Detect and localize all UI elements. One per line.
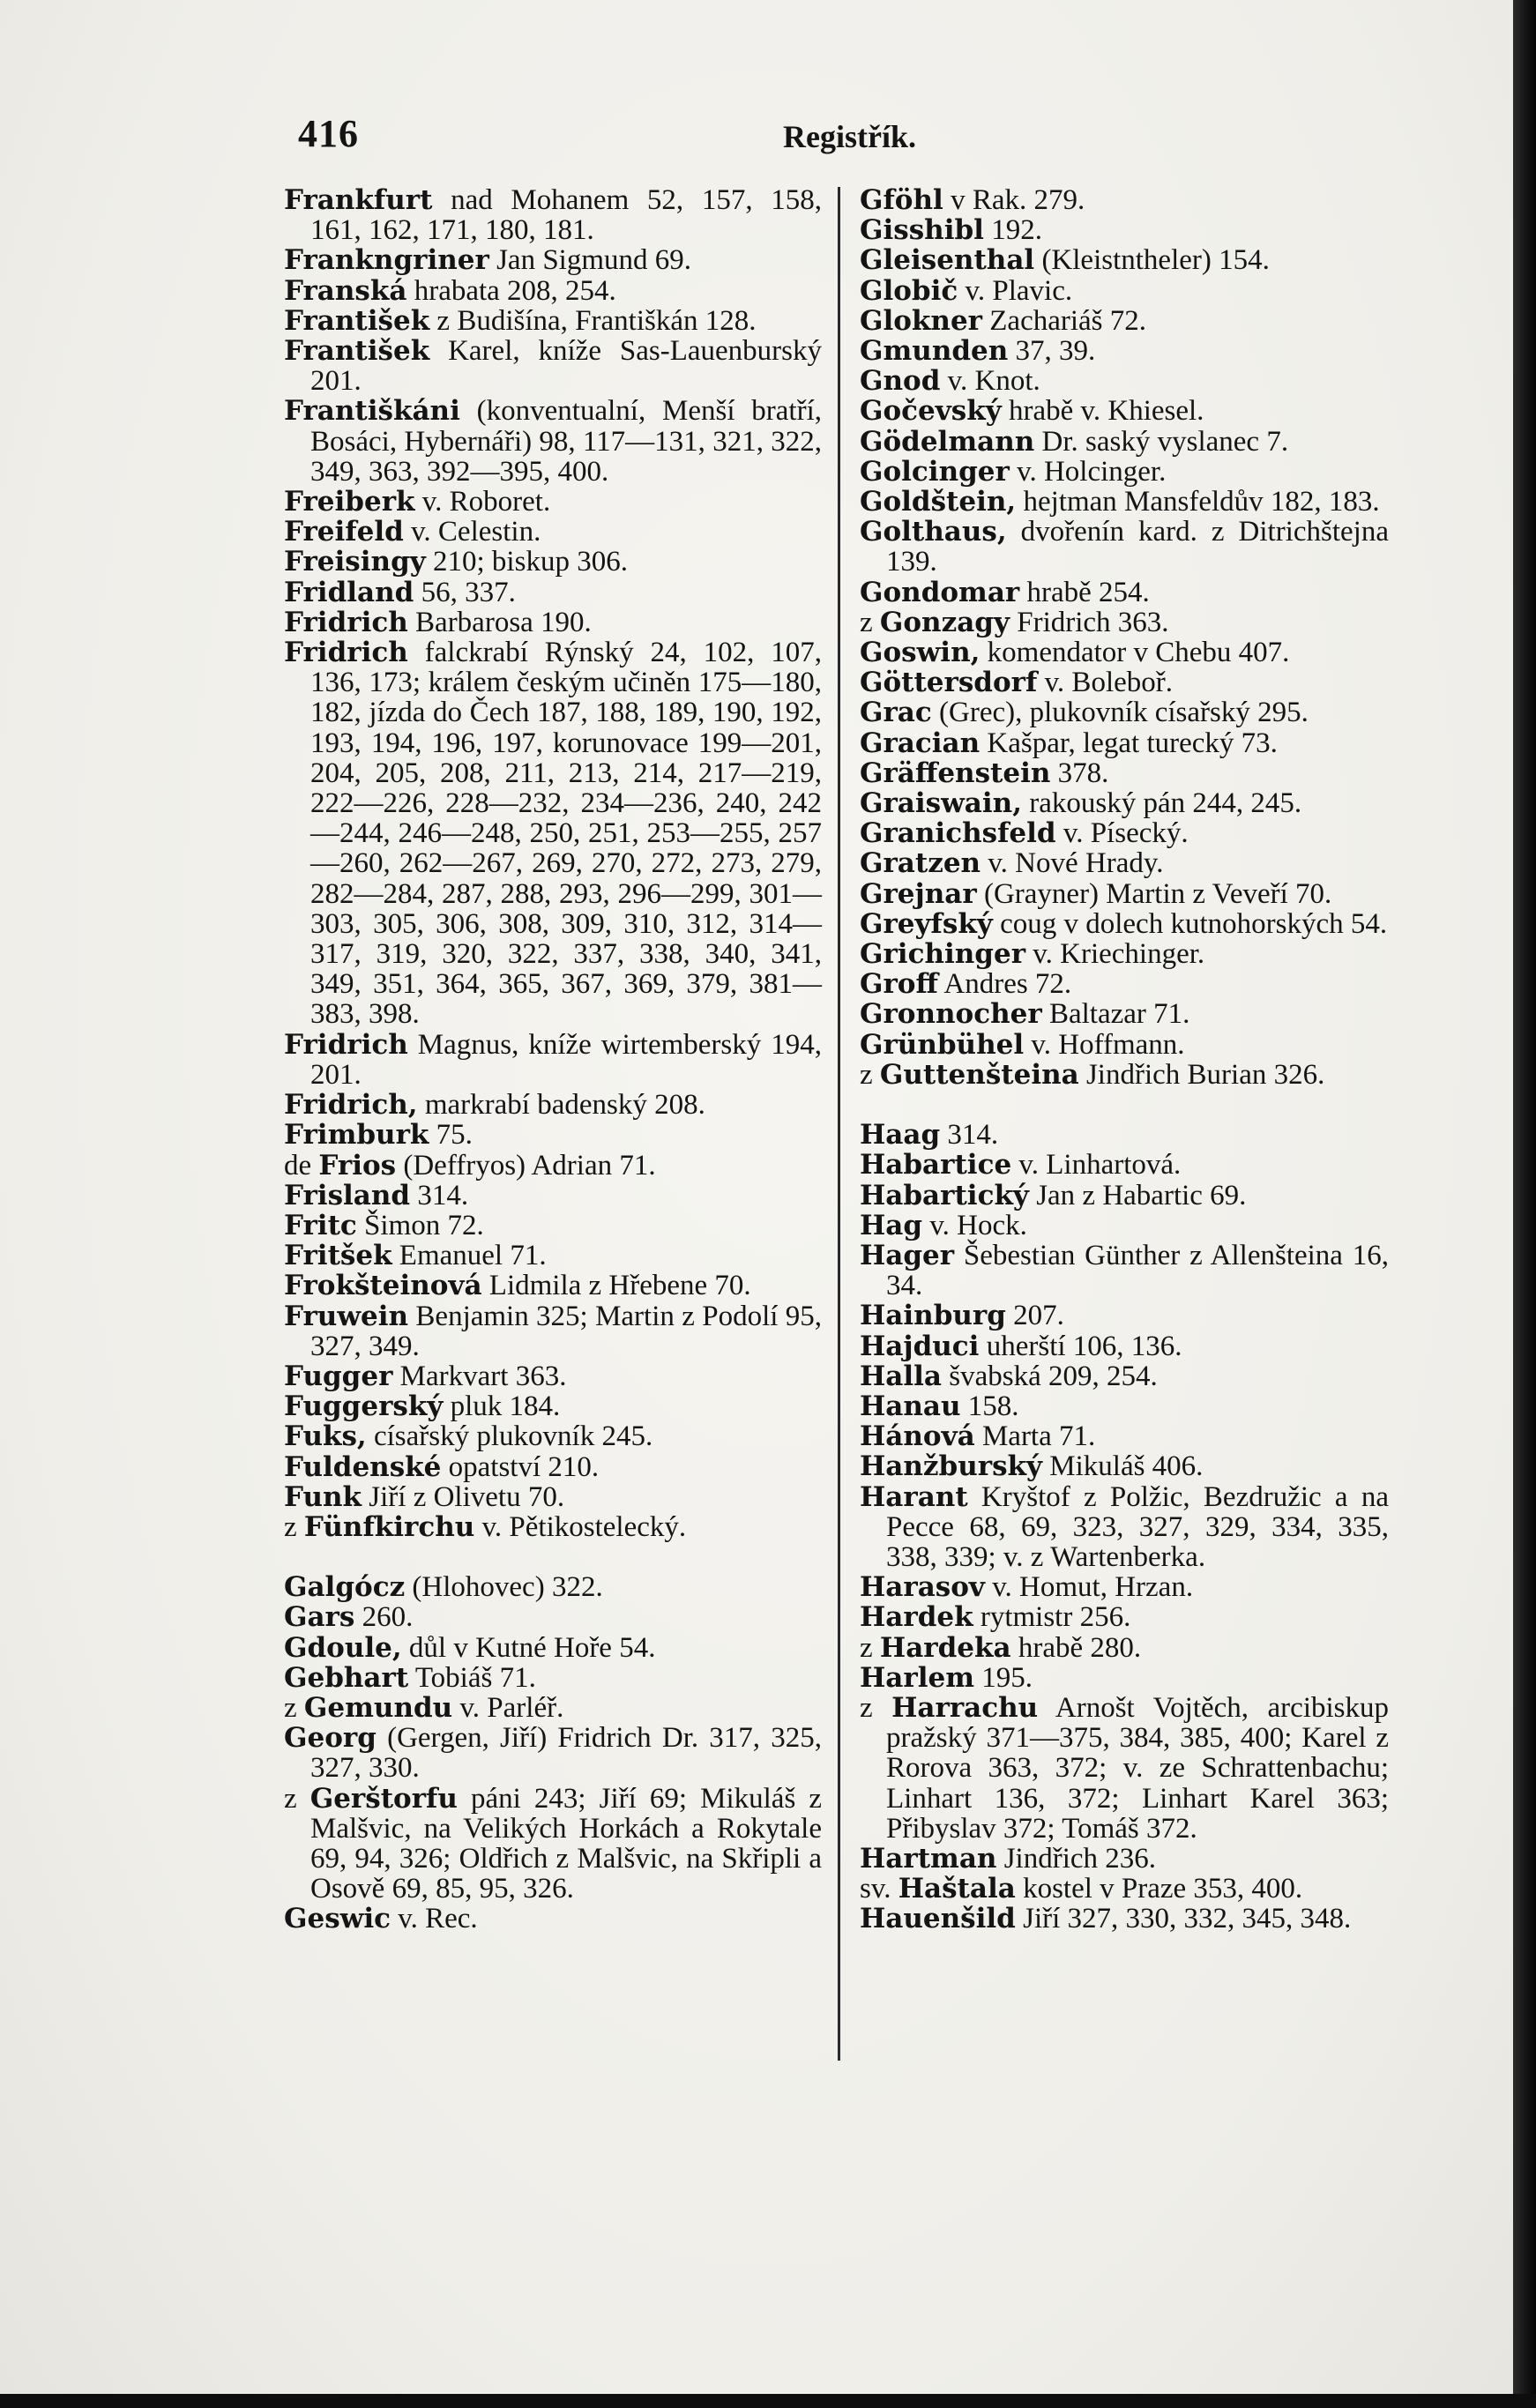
column-divider — [838, 187, 840, 2061]
entry-headword: Harant — [860, 1480, 968, 1513]
entry-prefix: z — [860, 1631, 873, 1664]
entry-references: dvořenín kard. z Ditrichštejna 139. — [886, 516, 1389, 578]
index-entry — [860, 1874, 1389, 1904]
entry-headword: Globič — [860, 274, 958, 307]
entry-references: 378. — [1057, 757, 1109, 789]
index-entry — [860, 788, 1389, 818]
entry-references: v. Linhartová. — [1018, 1149, 1182, 1182]
entry-references: Lidmila z Hřebene 70. — [488, 1270, 751, 1302]
entry-headword: Hardeka — [879, 1631, 1011, 1664]
section-gap — [284, 1542, 822, 1572]
entry-references: Barbarosa 190. — [415, 606, 592, 638]
entry-references: Jan z Habartic 69. — [1036, 1179, 1247, 1211]
page-bottom-edge — [0, 2394, 1536, 2408]
index-entry — [284, 306, 822, 336]
index-entry — [284, 1512, 822, 1542]
index-entry — [860, 1241, 1389, 1301]
index-entry — [860, 667, 1389, 697]
index-entry — [284, 1181, 822, 1211]
entry-headword: Fridland — [284, 576, 414, 608]
entry-references: rakouský pán 244, 245. — [1029, 787, 1302, 820]
entry-references: páni 243; Jiří 69; Mikuláš z Malšvic, na Velikých Horkách a Rokytale 69, 94, 326; Oldřich z Malšvic, na Skřipli a Osově 69, 85, 95, 326. — [310, 1782, 823, 1905]
entry-references: pluk 184. — [450, 1390, 561, 1423]
entry-headword: Galgócz — [284, 1571, 406, 1604]
entry-references: 75. — [436, 1119, 473, 1152]
entry-headword: Gmunden — [860, 335, 1009, 368]
index-entry — [860, 276, 1389, 306]
entry-headword: Gleisenthal — [860, 244, 1035, 277]
index-entry — [284, 1693, 822, 1723]
entry-headword: Gerštorfu — [309, 1782, 458, 1815]
entry-references: kostel v Praze 353, 400. — [1023, 1873, 1303, 1905]
entry-references: v. Boleboř. — [1044, 667, 1174, 699]
entry-references: 158. — [967, 1390, 1019, 1422]
index-entry — [284, 1784, 822, 1905]
entry-headword: Geswic — [284, 1903, 391, 1935]
index-entry — [284, 487, 822, 517]
index-entry — [284, 276, 822, 306]
index-entry — [284, 608, 822, 637]
index-entry — [860, 306, 1389, 336]
entry-headword: Gracian — [860, 727, 981, 759]
index-entry — [860, 939, 1389, 969]
page-edge-shadow — [1513, 0, 1536, 2408]
entry-references: Tobiáš 71. — [414, 1661, 536, 1694]
entry-prefix: z — [284, 1782, 297, 1815]
entry-references: 37, 39. — [1015, 335, 1096, 368]
index-entry — [860, 1633, 1389, 1663]
index-entry — [284, 547, 822, 577]
entry-headword: Goswin, — [860, 637, 981, 669]
index-entry — [284, 1391, 822, 1421]
entry-headword: Habartický — [860, 1179, 1029, 1211]
entry-headword: Fuldenské — [284, 1450, 442, 1483]
index-entry — [284, 1090, 822, 1120]
index-entry — [860, 848, 1389, 878]
entry-headword: Frankfurt — [284, 184, 433, 216]
entry-headword: Fritšek — [284, 1240, 392, 1272]
entry-headword: Habartice — [860, 1149, 1012, 1182]
entry-headword: Gondomar — [860, 576, 1020, 608]
entry-references: z Budišína, Františkán 128. — [436, 304, 757, 337]
entry-prefix: sv. — [860, 1873, 891, 1905]
entry-headword: Graiswain, — [860, 787, 1023, 820]
entry-references: Fridrich 363. — [1017, 606, 1169, 638]
entry-headword: Freiberk — [284, 486, 415, 518]
entry-prefix: z — [860, 1691, 873, 1724]
entry-headword: Gočevský — [860, 395, 1002, 428]
index-entry — [860, 909, 1389, 939]
index-entry — [860, 1301, 1389, 1331]
index-entry — [860, 728, 1389, 758]
index-column-left — [284, 185, 822, 1935]
index-entry — [284, 1151, 822, 1181]
index-entry — [860, 1572, 1389, 1602]
entry-headword: Hanau — [860, 1390, 961, 1422]
entry-headword: Grejnar — [860, 877, 977, 910]
entry-headword: Fugger — [284, 1360, 393, 1392]
entry-prefix: de — [284, 1149, 312, 1182]
entry-references: Emanuel 71. — [399, 1240, 547, 1272]
entry-references: 56, 337. — [421, 576, 516, 608]
entry-headword: Frisland — [284, 1179, 411, 1211]
entry-headword: Haag — [860, 1119, 941, 1152]
index-entry — [860, 1120, 1389, 1150]
entry-references: v. Nové Hrady. — [988, 847, 1164, 880]
entry-headword: Grac — [860, 697, 932, 729]
index-entry — [284, 517, 822, 547]
entry-headword: Františkáni — [284, 395, 460, 428]
entry-references: v. Hoffmann. — [1031, 1028, 1185, 1061]
entry-references: v. Knot. — [947, 365, 1040, 398]
entry-references: důl v Kutné Hoře 54. — [408, 1631, 656, 1664]
entry-headword: Harrachu — [891, 1691, 1039, 1724]
entry-references: Marta 71. — [981, 1420, 1096, 1453]
index-entry — [284, 1120, 822, 1150]
entry-references: Jindřich 236. — [1003, 1842, 1157, 1875]
index-entry — [860, 1181, 1389, 1211]
entry-headword: Harlem — [860, 1661, 975, 1694]
index-entry — [860, 697, 1389, 727]
index-entry — [860, 1331, 1389, 1361]
entry-headword: Groff — [860, 968, 938, 1001]
entry-headword: Gemundu — [303, 1691, 453, 1724]
entry-headword: Hag — [860, 1209, 923, 1241]
entry-references: uherští 106, 136. — [986, 1330, 1182, 1362]
entry-references: Andres 72. — [943, 968, 1072, 1001]
entry-headword: Guttenšteina — [879, 1058, 1079, 1091]
entry-references: Jan Sigmund 69. — [496, 244, 692, 277]
entry-headword: Frimburk — [284, 1119, 429, 1152]
entry-references: falckrabí Rýnský 24, 102, 107, 136, 173; králem českým učiněn 175—180, 182, jízda do Čech 187, 188, 189, 190, 192, 193, 194, 196, 197, korunovace 199—201, 204, 205, 208, 211, 213, 214, 217—219, 222—226, 228—232, 234—236, 240, 242—244, 246—248, 250, 251, 253—255, 257—260, 262—267, 269, 270, 272, 273, 279, 282—284, 287, 288, 293, 296—299, 301—303, 305, 306, 308, 309, 310, 312, 314—317, 319, 320, 322, 337, 338, 340, 341, 349, 351, 364, 365, 367, 369, 379, 381—383, 398. — [310, 637, 823, 1031]
entry-references: 314. — [417, 1179, 469, 1211]
entry-headword: Glokner — [860, 304, 983, 337]
entry-headword: Gebhart — [284, 1661, 409, 1694]
entry-headword: Harasov — [860, 1571, 985, 1604]
index-entry — [860, 1904, 1389, 1934]
entry-headword: Gföhl — [860, 184, 943, 216]
entry-references: komendator v Chebu 407. — [987, 637, 1290, 669]
entry-headword: Georg — [284, 1722, 377, 1755]
entry-headword: Franská — [284, 274, 407, 307]
entry-prefix: z — [284, 1691, 297, 1724]
entry-references: rytmistr 256. — [980, 1601, 1131, 1634]
entry-references: (Grayner) Martin z Veveří 70. — [983, 877, 1332, 910]
index-column-right — [860, 185, 1389, 1935]
entry-headword: Gratzen — [860, 847, 981, 880]
index-entry — [284, 1452, 822, 1482]
entry-headword: Haštala — [898, 1873, 1016, 1905]
entry-references: Karel, kníže Sas-Lauenburský 201. — [310, 335, 822, 398]
index-entry — [284, 1482, 822, 1512]
entry-references: v Rak. 279. — [951, 184, 1085, 216]
index-entry — [284, 1602, 822, 1632]
index-entry — [860, 637, 1389, 667]
entry-references: 195. — [981, 1661, 1033, 1694]
index-entry — [284, 1723, 822, 1783]
index-entry — [860, 1361, 1389, 1391]
entry-references: Kašpar, legat turecký 73. — [987, 727, 1278, 759]
index-entry — [860, 336, 1389, 366]
entry-headword: Frios — [318, 1149, 397, 1182]
entry-headword: Grünbühel — [860, 1028, 1025, 1061]
index-entry — [860, 215, 1389, 245]
entry-references: Jindřich Burian 326. — [1085, 1058, 1325, 1091]
index-entry — [284, 1633, 822, 1663]
index-entry — [284, 1361, 822, 1391]
entry-references: v. Plavic. — [965, 274, 1073, 307]
entry-headword: Frankngriner — [284, 244, 489, 277]
entry-headword: Fuggerský — [284, 1390, 444, 1423]
index-entry — [284, 336, 822, 396]
entry-headword: Gronnocher — [860, 998, 1042, 1031]
entry-headword: Hager — [860, 1239, 955, 1271]
entry-headword: Freifeld — [284, 516, 404, 548]
entry-references: (Kleistntheler) 154. — [1041, 244, 1270, 277]
entry-references: markrabí badenský 208. — [424, 1089, 705, 1122]
index-entry — [860, 818, 1389, 848]
section-gap — [860, 1090, 1389, 1120]
entry-references: Zachariáš 72. — [989, 304, 1147, 337]
entry-references: Šebestian Günther z Allenšteina 16, 34. — [886, 1239, 1389, 1302]
entry-references: 260. — [362, 1601, 414, 1634]
index-entry — [860, 1451, 1389, 1481]
index-entry — [860, 1211, 1389, 1241]
entry-headword: Funk — [284, 1480, 362, 1513]
entry-references: nad Mohanem 52, 157, 158, 161, 162, 171, 180, 181. — [310, 184, 822, 247]
entry-references: v. Hock. — [929, 1209, 1027, 1241]
index-entry — [860, 517, 1389, 577]
index-entry — [860, 1693, 1389, 1844]
entry-headword: Hanžburský — [860, 1450, 1043, 1483]
entry-headword: Greyfský — [860, 907, 993, 940]
index-entry — [860, 487, 1389, 517]
index-entry — [860, 1060, 1389, 1090]
entry-references: Arnošt Vojtěch, arcibiskup pražský 371—375, 384, 385, 400; Karel z Rorova 363, 372; v. ze Schrattenbachu; Linhart 136, 372; Linhart Karel 363; Přibyslav 372; Tomáš 372. — [886, 1691, 1389, 1845]
index-entry — [284, 637, 822, 1030]
entry-headword: Fünfkirchu — [303, 1510, 475, 1543]
entry-headword: Gnod — [860, 365, 941, 398]
index-entry — [284, 1211, 822, 1241]
index-entry — [860, 1030, 1389, 1060]
entry-headword: Fritc — [284, 1209, 357, 1241]
index-entry — [860, 185, 1389, 215]
entry-headword: Gisshibl — [860, 214, 984, 247]
entry-references: Dr. saský vyslanec 7. — [1041, 425, 1289, 458]
entry-references: Mikuláš 406. — [1049, 1450, 1204, 1483]
entry-references: v. Parléř. — [459, 1691, 564, 1724]
index-entry — [284, 396, 822, 487]
index-entry — [860, 457, 1389, 487]
entry-references: 314. — [947, 1119, 999, 1152]
entry-headword: Frokšteinová — [284, 1270, 482, 1302]
entry-references: (Grec), plukovník císařský 295. — [939, 697, 1309, 729]
entry-prefix: z — [860, 606, 873, 638]
index-entry — [860, 396, 1389, 426]
index-entry — [284, 1271, 822, 1301]
entry-references: 192. — [991, 214, 1042, 247]
index-entry — [860, 758, 1389, 788]
running-head: Registřík. — [783, 119, 916, 154]
entry-headword: Gdoule, — [284, 1631, 402, 1664]
index-entry — [860, 879, 1389, 909]
index-entry — [860, 366, 1389, 396]
entry-references: v. Homut, Hrzan. — [992, 1571, 1194, 1604]
index-entry — [860, 1421, 1389, 1451]
index-entry — [284, 1301, 822, 1361]
entry-headword: František — [284, 335, 430, 368]
entry-references: v. Celestin. — [411, 516, 541, 548]
entry-references: Jiří z Olivetu 70. — [369, 1480, 565, 1513]
entry-headword: Gräffenstein — [860, 757, 1051, 789]
entry-headword: Fridrich — [284, 606, 408, 638]
entry-references: (Hlohovec) 322. — [412, 1571, 603, 1604]
index-entry — [860, 1482, 1389, 1573]
entry-references: Magnus, kníže wirtemberský 194, 201. — [310, 1028, 823, 1091]
entry-headword: Hánová — [860, 1420, 975, 1453]
entry-references: švabská 209, 254. — [949, 1360, 1158, 1392]
entry-references: hejtman Mansfeldův 182, 183. — [1023, 486, 1380, 518]
entry-headword: Golcinger — [860, 455, 1010, 488]
entry-references: v. Písecký. — [1063, 817, 1189, 850]
entry-references: hrabě 254. — [1026, 576, 1150, 608]
entry-references: císařský plukovník 245. — [373, 1420, 653, 1453]
entry-headword: Golthaus, — [860, 516, 1007, 548]
entry-headword: Göttersdorf — [860, 667, 1038, 699]
entry-headword: Gonzagy — [879, 606, 1010, 638]
entry-references: Markvart 363. — [399, 1360, 567, 1392]
index-entry — [860, 245, 1389, 275]
entry-references: 207. — [1013, 1300, 1064, 1332]
entry-headword: Hartman — [860, 1842, 997, 1875]
entry-references: v. Pětikostelecký. — [481, 1510, 687, 1543]
index-entry — [284, 1663, 822, 1693]
entry-headword: Goldštein, — [860, 486, 1017, 518]
entry-references: Jiří 327, 330, 332, 345, 348. — [1023, 1903, 1352, 1935]
entry-headword: Fridrich, — [284, 1089, 418, 1122]
index-entry — [284, 1904, 822, 1934]
entry-headword: Gars — [284, 1601, 355, 1634]
entry-references: Benjamin 325; Martin z Podolí 95, 327, 349. — [310, 1300, 822, 1362]
index-entry — [860, 1391, 1389, 1421]
entry-references: 210; biskup 306. — [433, 546, 628, 578]
entry-references: (Deffryos) Adrian 71. — [403, 1149, 656, 1182]
entry-references: hrabě v. Khiesel. — [1008, 395, 1204, 428]
entry-references: v. Kriechinger. — [1033, 938, 1205, 971]
page-number: 416 — [298, 112, 359, 155]
index-entry — [860, 1844, 1389, 1874]
index-entry — [284, 245, 822, 275]
entry-headword: Fuks, — [284, 1420, 367, 1453]
entry-prefix: z — [860, 1058, 873, 1091]
entry-headword: Hauenšild — [860, 1903, 1016, 1935]
entry-references: Baltazar 71. — [1048, 998, 1190, 1031]
entry-headword: Granichsfeld — [860, 817, 1056, 850]
entry-headword: Fridrich — [284, 1028, 408, 1061]
entry-headword: Freisingy — [284, 546, 426, 578]
entry-headword: František — [284, 304, 430, 337]
entry-headword: Fruwein — [284, 1300, 409, 1332]
index-entry — [860, 969, 1389, 999]
index-entry — [284, 1572, 822, 1602]
entry-headword: Halla — [860, 1360, 943, 1392]
index-entry — [284, 1241, 822, 1271]
index-entry — [860, 1663, 1389, 1693]
index-entry — [860, 608, 1389, 637]
entry-references: v. Rec. — [398, 1903, 478, 1935]
entry-headword: Hardek — [860, 1601, 973, 1634]
entry-references: hrabě 280. — [1018, 1631, 1142, 1664]
index-entry — [860, 578, 1389, 608]
entry-headword: Grichinger — [860, 938, 1026, 971]
index-entry — [860, 1602, 1389, 1632]
entry-headword: Hainburg — [860, 1300, 1006, 1332]
entry-headword: Fridrich — [284, 637, 408, 669]
entry-prefix: z — [284, 1510, 297, 1543]
index-entry — [284, 185, 822, 245]
entry-headword: Gödelmann — [860, 425, 1035, 458]
index-entry — [284, 1421, 822, 1451]
entry-references: hrabata 208, 254. — [414, 274, 616, 307]
index-entry — [860, 999, 1389, 1029]
entry-references: v. Roboret. — [421, 486, 551, 518]
entry-references: coug v dolech kutnohorských 54. — [1000, 907, 1388, 940]
index-entry — [284, 1030, 822, 1090]
entry-headword: Hajduci — [860, 1330, 980, 1362]
entry-references: opatství 210. — [448, 1450, 600, 1483]
entry-references: Šimon 72. — [364, 1209, 484, 1241]
entry-references: (konventualní, Menší bratří, Bosáci, Hybernáři) 98, 117—131, 321, 322, 349, 363, 392—395, 400. — [310, 395, 822, 488]
index-entry — [284, 578, 822, 608]
entry-references: (Gergen, Jiří) Fridrich Dr. 317, 325, 327, 330. — [310, 1722, 822, 1785]
entry-references: v. Holcinger. — [1017, 455, 1167, 488]
index-entry — [860, 1150, 1389, 1180]
index-entry — [860, 427, 1389, 457]
entry-references: Kryštof z Polžic, Bezdružic a na Pecce 68, 69, 323, 327, 329, 334, 335, 338, 339; v. z Wartenberka. — [886, 1480, 1389, 1573]
